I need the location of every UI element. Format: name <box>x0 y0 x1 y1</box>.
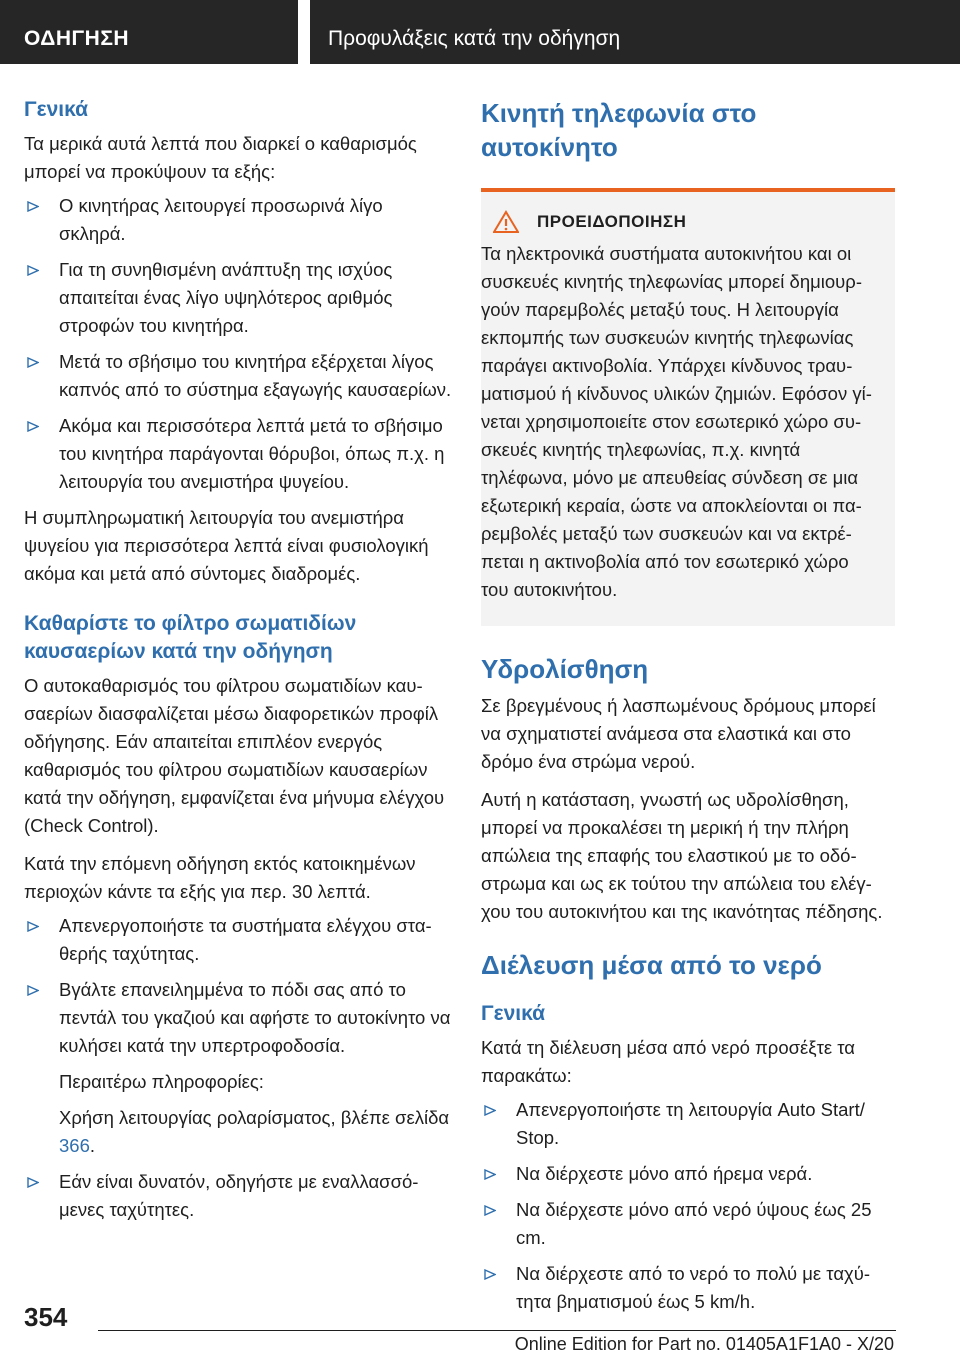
triangle-bullet-icon <box>27 265 39 276</box>
list-item: Να διέρχεστε μόνο από ήρεμα νερά. <box>481 1160 895 1188</box>
sub-coasting-reference: Χρήση λειτουργίας ρολαρίσματος, βλέπε σελίδα 366. <box>59 1107 450 1156</box>
list-item: Να διέρχεστε μόνο από νερό ύψους έως 25 cm. <box>481 1196 895 1252</box>
page-number: 354 <box>24 1302 68 1332</box>
paragraph-water: Κατά τη διέλευση μέσα από νερό προσέξτε τα παρακάτω: <box>481 1037 856 1086</box>
paragraph-aquaplaning-2: Αυτή η κατάσταση, γνωστή ως υδρολίσθηση, μπορεί να προκαλέσει τη μερική ή την πλήρη απώλεια της επαφής του ελαστικού με το οδόστρωμα και ως εκ τούτου την απώλεια του ελέγχου του αυτοκινήτου και της ικανότητας πέδησης. <box>481 789 883 922</box>
heading-particulate-filter: Καθαρίστε το φίλτρο σωματιδίων καυσαερίων κατά την οδήγηση <box>24 612 357 663</box>
section-tab: ΟΔΗΓΗΣΗ <box>0 0 298 64</box>
triangle-bullet-icon <box>27 985 39 996</box>
left-column <box>24 96 454 1232</box>
chapter-title: Προφυλάξεις κατά την οδήγηση <box>310 0 960 64</box>
triangle-bullet-icon <box>484 1269 496 1280</box>
footer-divider <box>98 1330 896 1331</box>
heading-water-crossing: Διέλευση μέσα από το νερό <box>481 950 822 980</box>
heading-aquaplaning: Υδρολίσθηση <box>481 654 649 684</box>
warning-header <box>481 210 879 234</box>
paragraph-intro: Τα μερικά αυτά λεπτά που διαρκεί ο καθαρισμός μπορεί να προκύψουν τα εξής: <box>24 133 417 182</box>
triangle-bullet-icon <box>484 1205 496 1216</box>
list-item: Ο κινητήρας λειτουργεί προσωρινά λίγο σκληρά. <box>24 192 454 248</box>
heading-mobile-phone: Κινητή τηλεφωνία στο αυτοκίνητο <box>481 98 757 162</box>
triangle-bullet-icon <box>27 1177 39 1188</box>
triangle-bullet-icon <box>27 921 39 932</box>
edition-note: Online Edition for Part no. 01405A1F1A0 - X/20 <box>514 1334 894 1354</box>
warning-title: ΠΡΟΕΙΔΟΠΟΙΗΣΗ <box>537 212 687 231</box>
bullet-list-water <box>481 1096 895 1316</box>
list-item: Βγάλτε επανειλημμένα το πόδι σας από το πεντάλ του γκαζιού και αφήστε το αυτοκίνητο να κυλήσει κατά την υπερτροφοδοσία. <box>24 976 454 1060</box>
sub-more-info: Περαιτέρω πληροφορίες: <box>59 1071 264 1092</box>
triangle-bullet-icon <box>484 1169 496 1180</box>
list-item: Απενεργοποιήστε τη λειτουργία Auto Start/ Stop. <box>481 1096 895 1152</box>
page-header <box>0 0 960 64</box>
page-link-366[interactable]: 366 <box>59 1135 90 1156</box>
heading-general-2: Γενικά <box>481 1002 546 1025</box>
list-item: Για τη συνηθισμένη ανάπτυξη της ισχύος απαιτείται ένας λίγο υψηλότερος αριθμός στροφών του κινητήρα. <box>24 256 454 340</box>
paragraph-fan: Η συμπληρωματική λειτουργία του ανεμιστήρα ψυγείου για περισσότερα λεπτά είναι φυσιολογική ακόμα και μετά από σύντομες διαδρομές. <box>24 507 429 584</box>
heading-general: Γενικά <box>24 98 89 121</box>
list-item: Απενεργοποιήστε τα συστήματα ελέγχου σταθερής ταχύτητας. <box>24 912 454 968</box>
paragraph-aquaplaning-1: Σε βρεγμένους ή λασπωμένους δρόμους μπορεί να σχηματιστεί ανάμεσα στα ελαστικά και στο δρόμο ένα στρώμα νερού. <box>481 695 876 772</box>
warning-triangle-icon <box>493 210 519 234</box>
right-column <box>481 96 895 1324</box>
bullet-list-effects <box>24 192 454 496</box>
list-item: Μετά το σβήσιμο του κινητήρα εξέρχεται λίγος καπνός από το σύστημα εξαγωγής καυσαερίων. <box>24 348 454 404</box>
list-item: Να διέρχεστε από το νερό το πολύ με ταχύτητα βηματισμού έως 5 km/h. <box>481 1260 895 1316</box>
warning-box <box>481 188 895 626</box>
triangle-bullet-icon <box>484 1105 496 1116</box>
warning-text: Τα ηλεκτρονικά συστήματα αυτοκινήτου και οι συσκευές κινητής τηλεφωνίας μπορεί δημιουργούν παρεμβολές μεταξύ τους. Η λειτουργία εκπομπής των συσκευών κινητής τηλεφωνίας παράγει ακτινοβολία. Υπάρχει κίνδυνος τραυματισμού ή κίνδυνος υλικών ζημιών. Εφόσον γίνεται χρησιμοποιείτε στον εσωτερικό χώρο συσκευές κινητής τηλεφωνίας, π.χ. κινητά τηλέφωνα, μόνο με απευθείας σύνδεση σε μια εξωτερική κεραία, ώστε να αποκλείονται οι παρεμβολές μεταξύ των συσκευών και να εκτρέπεται η ακτινοβολία από τον εσωτερικό χώρο του αυτοκινήτου. <box>481 243 872 600</box>
triangle-bullet-icon <box>27 201 39 212</box>
paragraph-filter-2: Κατά την επόμενη οδήγηση εκτός κατοικημένων περιοχών κάντε τα εξής για περ. 30 λεπτά. <box>24 853 416 902</box>
list-item: Ακόμα και περισσότερα λεπτά μετά το σβήσιμο του κινητήρα παράγονται θόρυβοι, όπως π.χ. η λειτουργία του ανεμιστήρα ψυγείου. <box>24 412 454 496</box>
triangle-bullet-icon <box>27 421 39 432</box>
bullet-list-filter-cont <box>24 1168 454 1224</box>
paragraph-filter-1: Ο αυτοκαθαρισμός του φίλτρου σωματιδίων καυσαερίων διασφαλίζεται μέσω διαφορετικών προφίλ οδήγησης. Εάν απαιτείται επιπλέον ενεργός καθαρισμός του φίλτρου σωματιδίων καυσαερίων κατά την οδήγηση, εμφανίζεται ένα μήνυμα ελέγχου (Check Control). <box>24 675 445 836</box>
list-item: Εάν είναι δυνατόν, οδηγήστε με εναλλασσόμενες ταχύτητες. <box>24 1168 454 1224</box>
bullet-list-filter <box>24 912 454 1060</box>
triangle-bullet-icon <box>27 357 39 368</box>
